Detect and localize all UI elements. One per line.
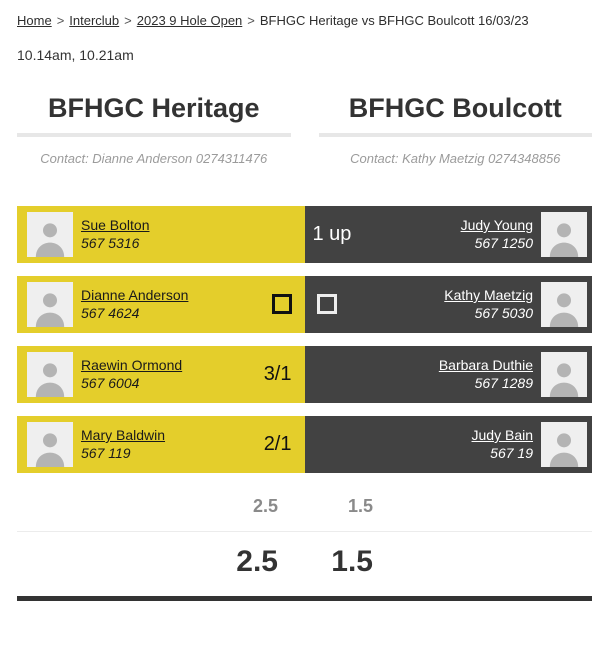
totals-divider: [17, 531, 592, 532]
home-player-info: [81, 356, 182, 392]
away-player-number: 567 5030: [474, 305, 533, 322]
person-icon: [544, 217, 584, 257]
match-1-home-cell: [17, 206, 305, 263]
person-icon: [30, 217, 70, 257]
person-icon: [544, 357, 584, 397]
match-1-away-cell: [305, 206, 593, 263]
home-player-link[interactable]: Raewin Ormond: [81, 357, 183, 373]
breadcrumb-link-home[interactable]: Home: [17, 13, 52, 28]
home-team-contact: Contact: Dianne Anderson 0274311476: [40, 150, 268, 166]
home-player-info: [81, 286, 188, 322]
person-icon: [544, 427, 584, 467]
breadcrumb-separator: >: [124, 13, 132, 28]
match-list: [17, 206, 592, 473]
breadcrumb-link-2023-9-hole-open[interactable]: 2023 9 Hole Open: [136, 13, 243, 28]
match-row-1: [17, 206, 592, 263]
avatar: [541, 422, 587, 467]
avatar: [27, 422, 73, 467]
away-team-contact: Contact: Kathy Maetzig 0274348856: [350, 150, 561, 166]
away-total: 1.5: [331, 544, 373, 578]
avatar: [541, 352, 587, 397]
away-player-link[interactable]: Judy Bain: [471, 427, 533, 443]
home-team-divider: [17, 133, 291, 137]
person-icon: [30, 427, 70, 467]
home-player-link[interactable]: Sue Bolton: [81, 217, 150, 233]
match-3-home-cell: [17, 346, 305, 403]
avatar: [27, 352, 73, 397]
match-row-4: [17, 416, 592, 473]
away-player-info: [461, 216, 533, 252]
away-player-link[interactable]: Kathy Maetzig: [444, 287, 533, 303]
breadcrumb-separator: >: [247, 13, 255, 28]
away-player-number: 567 1250: [474, 235, 533, 252]
home-player-info: [81, 426, 165, 462]
away-player-number: 567 19: [490, 445, 533, 462]
home-player-link[interactable]: Mary Baldwin: [81, 427, 166, 443]
home-player-number: 567 6004: [81, 375, 140, 392]
breadcrumb-current: BFHGC Heritage vs BFHGC Boulcott 16/03/23: [259, 13, 529, 28]
away-player-link[interactable]: Judy Young: [460, 217, 533, 233]
avatar: [541, 282, 587, 327]
avatar: [27, 282, 73, 327]
home-team-name: BFHGC Heritage: [47, 93, 260, 123]
bottom-rule: [17, 596, 592, 601]
away-player-link[interactable]: Barbara Duthie: [438, 357, 533, 373]
halved-checkbox: [317, 294, 337, 314]
away-player-info: [444, 286, 533, 322]
subtotal-row: [17, 496, 592, 517]
away-team-column: [319, 94, 593, 166]
home-total: 2.5: [236, 544, 278, 578]
away-result: 1 up: [312, 222, 352, 245]
avatar: [27, 212, 73, 257]
halved-checkbox: [272, 294, 292, 314]
away-player-info: [472, 426, 533, 462]
match-3-away-cell: [305, 346, 593, 403]
home-player-info: [81, 216, 150, 252]
home-result: 2/1: [263, 432, 292, 455]
home-player-number: 567 4624: [81, 305, 140, 322]
match-2-away-cell: [305, 276, 593, 333]
page-container: [17, 0, 592, 601]
person-icon: [544, 287, 584, 327]
home-player-number: 567 5316: [81, 235, 140, 252]
breadcrumb: [17, 0, 592, 28]
home-result: 3/1: [263, 362, 292, 385]
tee-times: 10.14am, 10.21am: [17, 47, 134, 63]
match-4-home-cell: [17, 416, 305, 473]
match-row-3: [17, 346, 592, 403]
away-team-name: BFHGC Boulcott: [348, 93, 562, 123]
home-player-number: 567 119: [81, 445, 131, 462]
person-icon: [30, 357, 70, 397]
breadcrumb-link-interclub[interactable]: Interclub: [69, 13, 120, 28]
team-headers: [17, 94, 592, 166]
total-row: [17, 545, 592, 579]
match-4-away-cell: [305, 416, 593, 473]
away-subtotal: 1.5: [347, 495, 373, 516]
home-subtotal: 2.5: [252, 495, 278, 516]
home-team-column: [17, 94, 291, 166]
away-team-divider: [319, 133, 593, 137]
away-player-info: [439, 356, 533, 392]
away-player-number: 567 1289: [474, 375, 533, 392]
avatar: [541, 212, 587, 257]
home-player-link[interactable]: Dianne Anderson: [81, 287, 189, 303]
breadcrumb-separator: >: [56, 13, 65, 28]
match-2-home-cell: [17, 276, 305, 333]
person-icon: [30, 287, 70, 327]
home-result: [272, 294, 305, 314]
match-row-2: [17, 276, 592, 333]
